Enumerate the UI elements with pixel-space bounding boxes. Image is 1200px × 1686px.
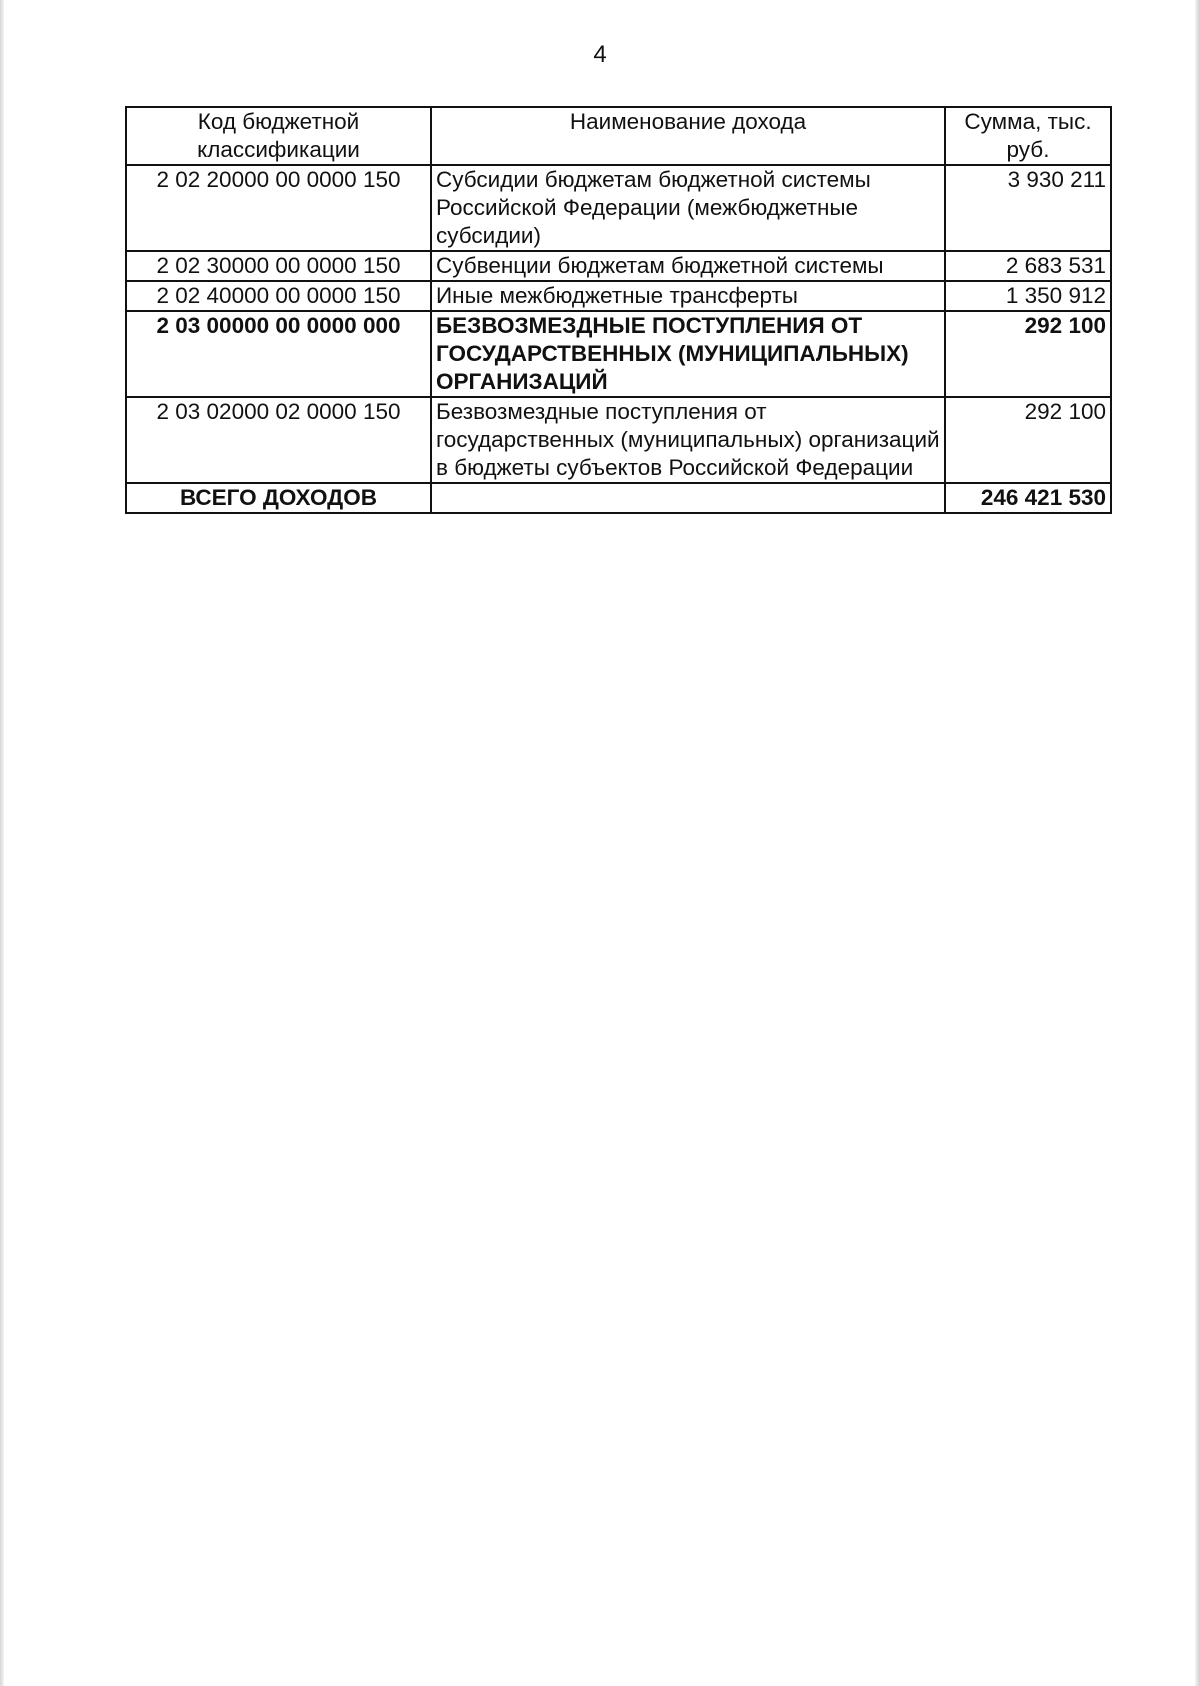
table-row	[126, 397, 1111, 483]
row-name: Субвенции бюджетам бюджетной системы	[431, 251, 945, 281]
header-name: Наименование дохода	[431, 107, 945, 165]
revenue-table	[125, 106, 1112, 514]
table-row	[126, 251, 1111, 281]
scan-edge-left	[0, 0, 4, 1686]
total-name	[431, 483, 945, 513]
row-sum: 292 100	[945, 397, 1111, 483]
row-name: БЕЗВОЗМЕЗДНЫЕ ПОСТУПЛЕНИЯ ОТ ГОСУДАРСТВЕННЫХ (МУНИЦИПАЛЬНЫХ) ОРГАНИЗАЦИЙ	[431, 311, 945, 397]
header-code: Код бюджетной классификации	[126, 107, 431, 165]
table-row	[126, 165, 1111, 251]
row-code: 2 02 30000 00 0000 150	[126, 251, 431, 281]
row-name: Субсидии бюджетам бюджетной системы Российской Федерации (межбюджетные субсидии)	[431, 165, 945, 251]
row-name: Иные межбюджетные трансферты	[431, 281, 945, 311]
table-row	[126, 281, 1111, 311]
row-code: 2 02 40000 00 0000 150	[126, 281, 431, 311]
row-sum: 292 100	[945, 311, 1111, 397]
header-sum: Сумма, тыс. руб.	[945, 107, 1111, 165]
row-code: 2 02 20000 00 0000 150	[126, 165, 431, 251]
row-name: Безвозмездные поступления от государственных (муниципальных) организаций в бюджеты субъектов Российской Федерации	[431, 397, 945, 483]
table-row-bold	[126, 311, 1111, 397]
total-sum: 246 421 530	[945, 483, 1111, 513]
row-code: 2 03 00000 00 0000 000	[126, 311, 431, 397]
table-header-row	[126, 107, 1111, 165]
page-number: 4	[593, 41, 607, 68]
row-code: 2 03 02000 02 0000 150	[126, 397, 431, 483]
table-total-row	[126, 483, 1111, 513]
total-label: ВСЕГО ДОХОДОВ	[126, 483, 431, 513]
row-sum: 2 683 531	[945, 251, 1111, 281]
row-sum: 3 930 211	[945, 165, 1111, 251]
scan-edge-right	[1195, 0, 1200, 1686]
row-sum: 1 350 912	[945, 281, 1111, 311]
